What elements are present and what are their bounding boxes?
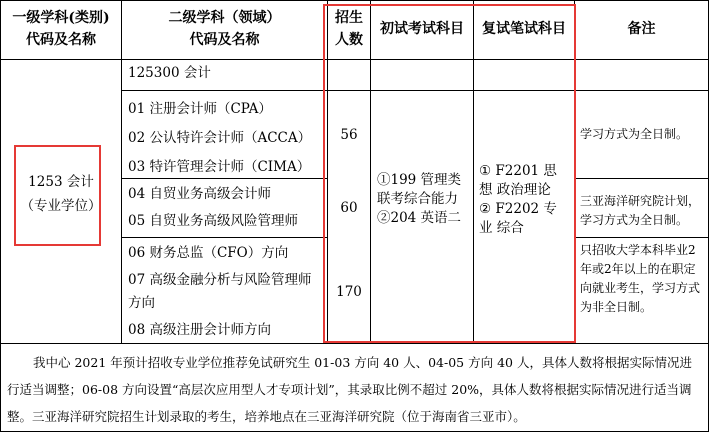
- footnote: 我中心 2021 年预计招收专业学位推荐免试研究生 01-03 方向 40 人、04-05 方向 40 人，具体人数将根据实际情况进行适当调整；06-08 方向设置“高层次应用型人才专项计划”，其录取比例不超过 20%，具体人数将根据实际情况进行适当调整。三亚海洋研究院招生计划录取的考生，培养地点在三亚海洋研究院（位于海南省三亚市）。: [7, 355, 692, 424]
- direction-item: 02 公认特许会计师（ACCA）: [128, 130, 312, 146]
- exam-subject-1: ①199 管理类联考综合能力: [377, 172, 462, 207]
- retest-subject-1: ① F2201 思 想 政治理论: [479, 163, 557, 198]
- direction-item: 03 特许管理会计师（CIMA）: [128, 159, 311, 175]
- header-col-quota-line1: 招生: [335, 10, 363, 26]
- retest-subjects: [479, 162, 571, 238]
- field-header: 125300 会计: [128, 65, 211, 81]
- quota-group-3: 170: [336, 284, 362, 300]
- direction-item: 01 注册会计师（CPA）: [128, 101, 272, 117]
- note-group-1: 学习方式为全日制。: [580, 127, 689, 141]
- direction-item: 06 财务总监（CFO）方向: [128, 245, 289, 261]
- discipline-code-name: 1253 会计: [28, 174, 94, 190]
- direction-item: 05 自贸业务高级风险管理师: [128, 213, 298, 229]
- header-col-quota: [328, 7, 370, 51]
- discipline-cell: [1, 170, 121, 218]
- quota-group-1: 56: [340, 127, 358, 143]
- note-group-2: 三亚海洋研究院计划，学习方式为全日制。: [580, 194, 701, 227]
- direction-item: 08 高级注册会计师方向: [128, 322, 271, 338]
- header-col-field-line1: 二级学科（领域）: [168, 10, 281, 26]
- direction-item: 04 自贸业务高级会计师: [128, 186, 271, 202]
- quota-group-2: 60: [340, 200, 358, 216]
- header-col-quota-line2: 人数: [335, 32, 363, 48]
- direction-item: 07 高级金融分析与风险管理师方向: [128, 272, 312, 311]
- header-col-discipline: [1, 7, 121, 51]
- header-col-discipline-line1: 一级学科(类别): [12, 10, 110, 26]
- header-col-field-line2: 代码及名称: [189, 32, 260, 48]
- header-col-discipline-line2: 代码及名称: [26, 32, 96, 48]
- note-group-3: 只招收大学本科毕业2年或2年以上的在职定向就业考生，学习方式为非全日制。: [580, 243, 701, 314]
- direction-group-2: [128, 181, 324, 235]
- header-col-field: [122, 7, 327, 51]
- header-col-exam: 初试考试科目: [380, 21, 464, 37]
- direction-group-3: [128, 242, 313, 342]
- exam-subjects: [377, 171, 469, 228]
- header-col-retest: 复试笔试科目: [482, 21, 566, 37]
- exam-subject-2: ②204 英语二: [377, 210, 462, 226]
- direction-group-1: [128, 95, 324, 182]
- retest-subject-2: ② F2202 专 业 综合: [479, 201, 557, 236]
- discipline-type: （专业学位）: [20, 198, 102, 214]
- header-col-notes: 备注: [627, 21, 656, 37]
